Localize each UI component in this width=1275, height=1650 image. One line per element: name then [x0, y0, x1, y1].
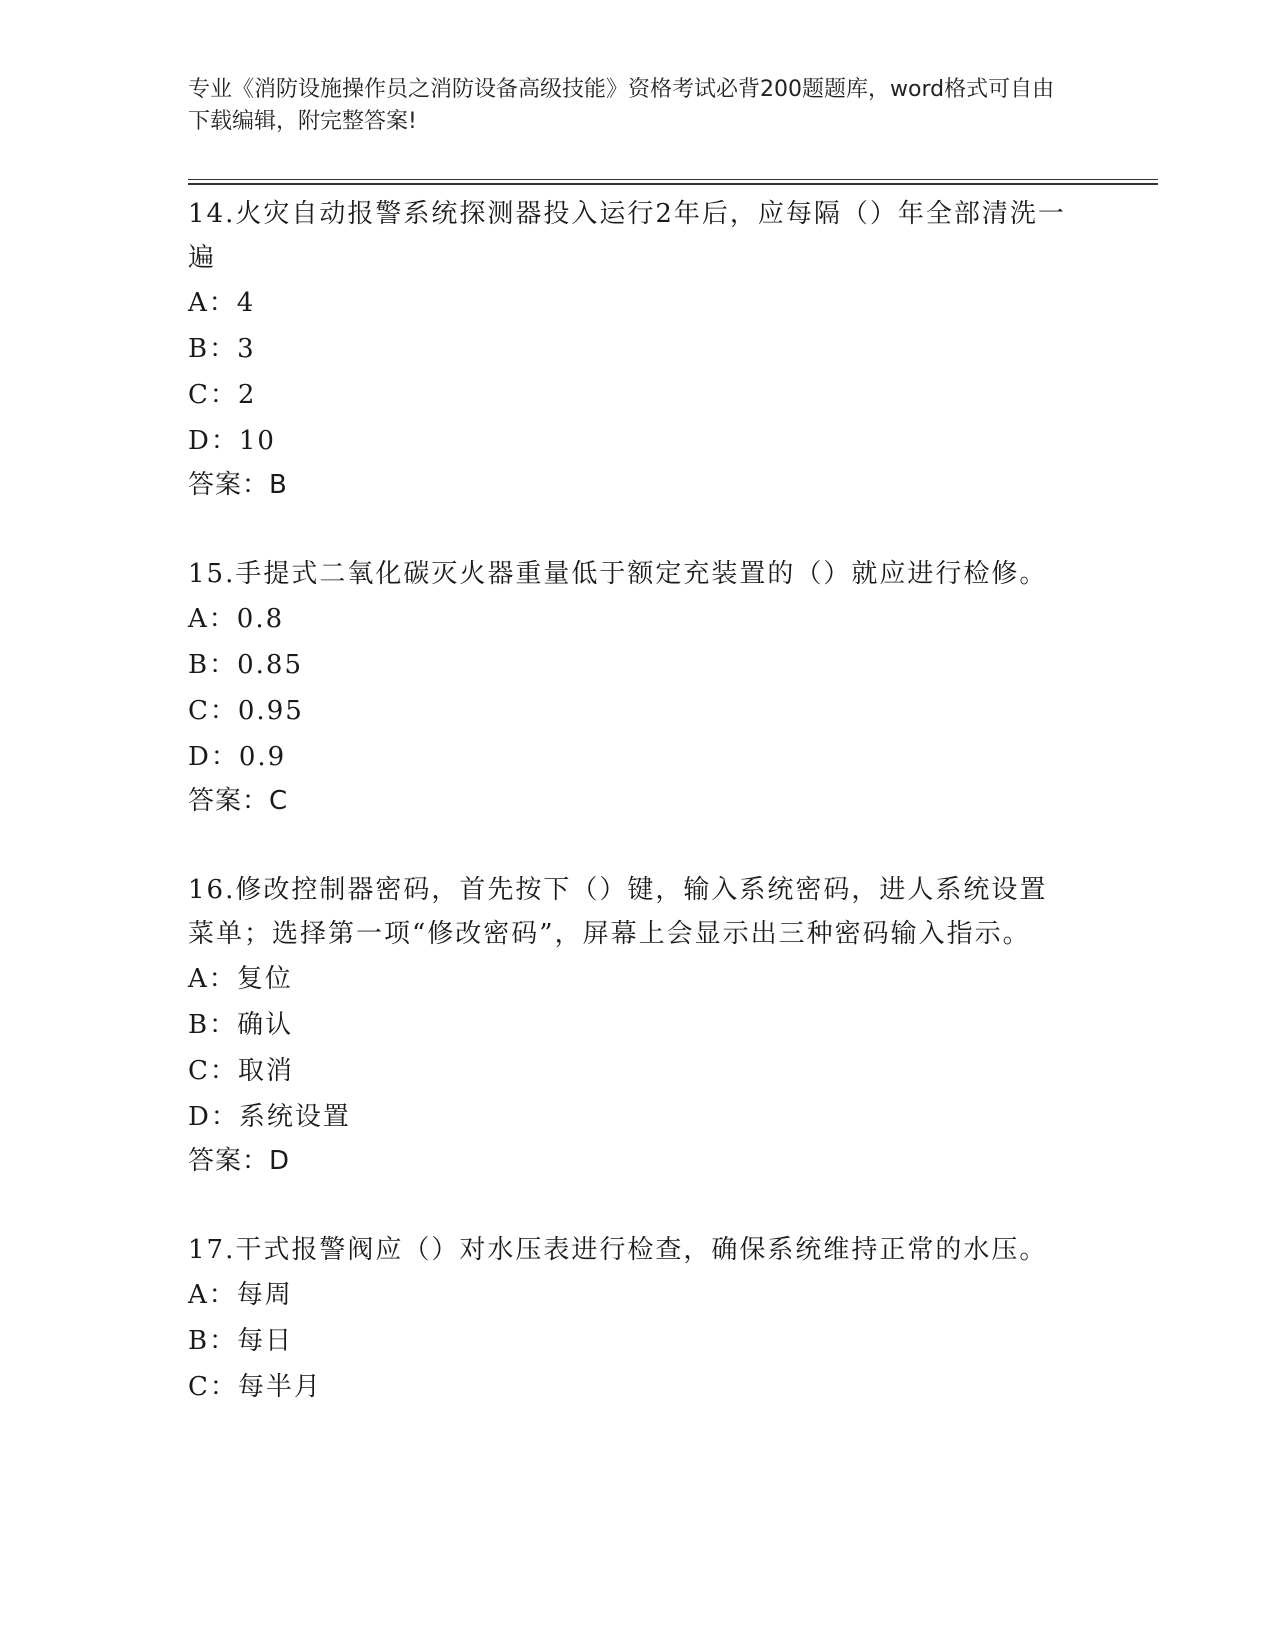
- option-d: D：0.9: [188, 742, 287, 772]
- option-d: D：系统设置: [188, 1102, 351, 1132]
- option-b: B：3: [188, 334, 256, 364]
- header-rule-thin: [188, 179, 1158, 180]
- option-c: C：每半月: [188, 1372, 322, 1402]
- spacer: [188, 822, 1088, 868]
- option-d: D：10: [188, 426, 276, 456]
- option-a: A：0.8: [188, 604, 285, 634]
- question-15: [188, 552, 1088, 822]
- option-c: C：2: [188, 380, 257, 410]
- option-c: C：0.95: [188, 696, 304, 726]
- answer: 答案：C: [188, 786, 289, 816]
- question-17: [188, 1228, 1088, 1410]
- option-b: B：确认: [188, 1010, 294, 1040]
- option-a: A：每周: [188, 1280, 293, 1310]
- option-a: A：复位: [188, 964, 293, 994]
- option-b: B：0.85: [188, 650, 303, 680]
- question-stem: 17.干式报警阀应（）对水压表进行检查，确保系统维持正常的水压。: [188, 1235, 1048, 1265]
- option-b: B：每日: [188, 1326, 294, 1356]
- question-stem: 16.修改控制器密码，首先按下（）键，输入系统密码，进人系统设置菜单；选择第一项“修改密码”，屏幕上会显示出三种密码输入指示。: [188, 875, 1048, 949]
- spacer: [188, 1182, 1088, 1228]
- question-stem: 14.火灾自动报警系统探测器投入运行2年后，应每隔（）年全部清洗一遍: [188, 199, 1066, 273]
- question-16: [188, 868, 1088, 1182]
- question-14: [188, 192, 1088, 506]
- option-a: A：4: [188, 288, 256, 318]
- document-header: 专业《消防设施操作员之消防设备高级技能》资格考试必背200题题库，word格式可自由下载编辑，附完整答案!: [188, 77, 1055, 134]
- answer: 答案：B: [188, 470, 288, 500]
- option-c: C：取消: [188, 1056, 294, 1086]
- question-list: [188, 192, 1088, 1410]
- header-rule-thick: [188, 183, 1158, 185]
- spacer: [188, 506, 1088, 552]
- question-stem: 15.手提式二氧化碳灭火器重量低于额定充装置的（）就应进行检修。: [188, 559, 1048, 589]
- answer: 答案：D: [188, 1146, 291, 1176]
